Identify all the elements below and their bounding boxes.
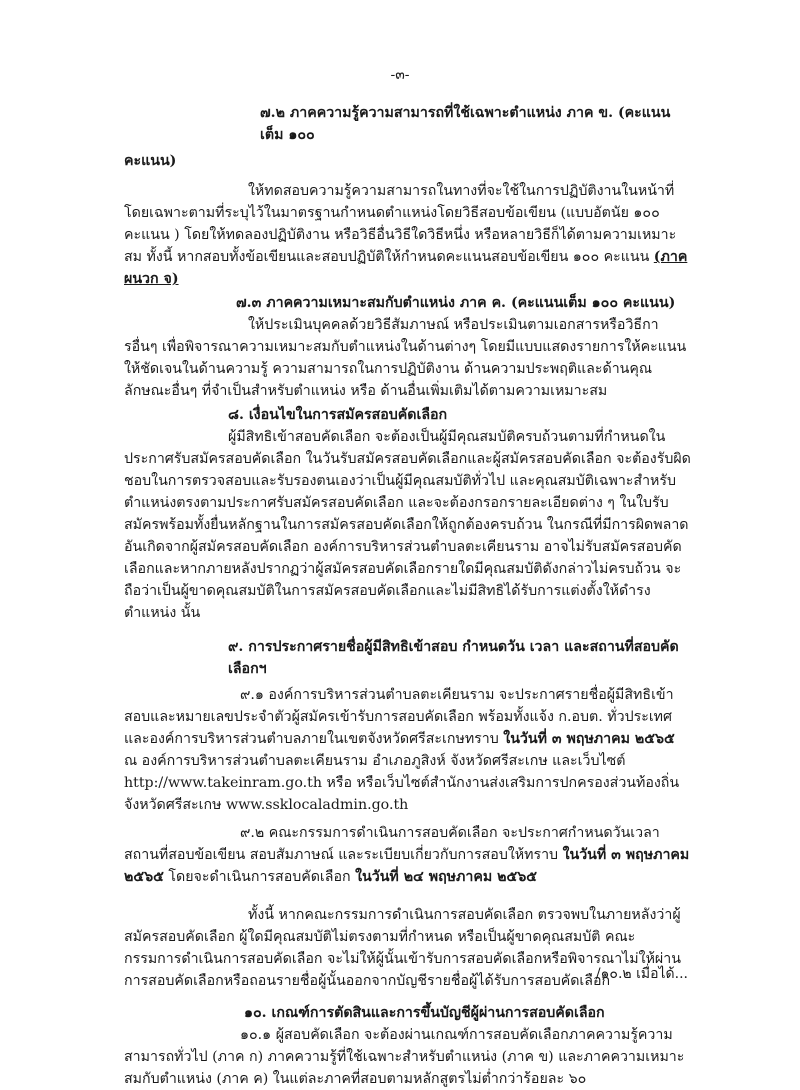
annex-reference: (ภาคผนวก จ) [124,249,688,287]
section-9-note: ทั้งนี้ หากคณะกรรมการดำเนินการสอบคัดเลือก ตรวจพบในภายหลังว่าผู้สมัครสอบคัดเลือก ผู้ใดมีคุณสมบัติไม่ตรงตามที่กำหนด หรือเป็นผู้ขาดคุณสมบัติ คณะกรรมการดำเนินการสอบคัดเลือก จะไม่ให้ผู้นั้นเข้ารับการสอบคัดเลือกหรือพิจารณาไม่ให้ผ่านการสอบคัดเลือกหรือถอนรายชื่อผู้นั้นออกจากบัญชีรายชื่อผู้ได้รับการสอบคัดเลือก [124,907,681,989]
section-9-2-body-cont: โดยจะดำเนินการสอบคัดเลือก [168,869,351,885]
continuation-note: /๑๐.๒ เมื่อได้... [595,966,688,982]
section-9-1-body-cont: ณ องค์การบริหารส่วนตำบลตะเคียนราม อำเภอภูสิงห์ จังหวัดศรีสะเกษ และเว็บไซต์ http://www.takeinram.go.th หรือ หรือเว็บไซต์สำนักงานส่งเสริมการปกครองส่วนท้องถิ่นจังหวัดศรีสะเกษ www.ssklocaladmin.go.th [124,753,680,813]
announcement-date: ในวันที่ ๓ พฤษภาคม ๒๕๖๕ [503,731,675,747]
section-9-heading: ๙. การประกาศรายชื่อผู้มีสิทธิเข้าสอบ กำหนดวัน เวลา และสถานที่สอบคัดเลือกฯ [228,639,679,677]
page-number: -๓- [390,67,410,83]
exam-date: ในวันที่ ๒๔ พฤษภาคม ๒๕๖๕ [355,869,537,885]
section-10-1-text: ๑๐.๑ ผู้สอบคัดเลือก จะต้องผ่านเกณฑ์การสอบคัดเลือกภาคความรู้ความสามารถทั่วไป (ภาค ก) ภาคความรู้ที่ใช้เฉพาะสำหรับตำแหน่ง (ภาค ข) และภาคความเหมาะสมกับตำแหน่ง (ภาค ค) ในแต่ละภาคที่สอบตามหลักสูตรไม่ต่ำกว่าร้อยละ ๖๐ [124,1027,685,1087]
section-9-2-body: ๙.๒ คณะกรรมการดำเนินการสอบคัดเลือก จะประกาศกำหนดวันเวลา สถานที่สอบข้อเขียน สอบสัมภาษณ์ และระเบียบเกี่ยวกับการสอบให้ทราบ [124,825,660,863]
section-9-1-body: ๙.๑ องค์การบริหารส่วนตำบลตะเคียนราม จะประกาศรายชื่อผู้มีสิทธิเข้าสอบและหมายเลขประจำตัวผู้สมัครเข้ารับการสอบคัดเลือก พร้อมทั้งแจ้ง ก.อบต. ทั่วประเทศ และองค์การบริหารส่วนตำบลภายในเขตจังหวัดศรีสะเกษทราบ [124,687,674,747]
section-7-2-heading-text: ๗.๒ ภาคความรู้ความสามารถที่ใช้เฉพาะตำแหน่ง ภาค ข. (คะแนนเต็ม ๑๐๐ [260,105,671,143]
section-9-2-text [124,822,692,888]
section-7-3-text: ให้ประเมินบุคคลด้วยวิธีสัมภาษณ์ หรือประเมินตามเอกสารหรือวิธีการอื่นๆ เพื่อพิจารณาความเหมาะสมกับตำแหน่งในด้านต่างๆ โดยมีแบบแสดงรายการให้คะแนนให้ชัดเจนในด้านความรู้ ความสามารถในการปฏิบัติงาน ด้านความประพฤติและด้านคุณลักษณะอื่นๆ ที่จำเป็นสำหรับตำแหน่ง หรือ ด้านอื่นเพิ่มเติมได้ตามความเหมาะสม [124,317,687,399]
section-7-2-heading [124,102,692,146]
section-10-heading: ๑๐. เกณฑ์การตัดสินและการขึ้นบัญชีผู้ผ่านการสอบคัดเลือก [244,1005,605,1021]
section-9-1-text [124,684,692,816]
section-8-heading: ๘. เงื่อนไขในการสมัครสอบคัดเลือก [228,407,448,423]
section-7-3-heading: ๗.๓ ภาคความเหมาะสมกับตำแหน่ง ภาค ค. (คะแนนเต็ม ๑๐๐ คะแนน) [236,295,676,311]
document-body [124,92,692,1090]
schedule-date: ในวันที่ ๓ พฤษภาคม ๒๕๖๕ [124,847,690,885]
section-8-text: ผู้มีสิทธิเข้าสอบคัดเลือก จะต้องเป็นผู้มีคุณสมบัติครบถ้วนตามที่กำหนดในประกาศรับสมัครสอบคัดเลือก ในวันรับสมัครสอบคัดเลือกและผู้สมัครสอบคัดเลือก จะต้องรับผิดชอบในการตรวจสอบและรับรองตนเองว่าเป็นผู้มีคุณสมบัติทั่วไป และคุณสมบัติเฉพาะสำหรับตำแหน่งตรงตามประกาศรับสมัครสอบคัดเลือก และจะต้องกรอกรายละเอียดต่าง ๆ ในใบรับสมัครพร้อมทั้งยื่นหลักฐานในการสมัครสอบคัดเลือกให้ถูกต้องครบถ้วน ในกรณีที่มีการผิดพลาดอันเกิดจากผู้สมัครสอบคัดเลือก องค์การบริหารส่วนตำบลตะเคียนราม อาจไม่รับสมัครสอบคัดเลือกและหากภายหลังปรากฏว่าผู้สมัครสอบคัดเลือกรายใดมีคุณสมบัติดังกล่าวไม่ครบถ้วน จะถือว่าเป็นผู้ขาดคุณสมบัติในการสมัครสอบคัดเลือกและไม่มีสิทธิได้รับการแต่งตั้งให้ดำรงตำแหน่ง นั้น [124,429,691,621]
section-7-2-body: ให้ทดสอบความรู้ความสามารถในทางที่จะใช้ในการปฏิบัติงานในหน้าที่โดยเฉพาะตามที่ระบุไว้ในมาตรฐานกำหนดตำแหน่งโดยวิธีสอบข้อเขียน (แบบอัตนัย ๑๐๐ คะแนน ) โดยให้ทดลองปฏิบัติงาน หรือวิธีอื่นวิธีใดวิธีหนึ่ง หรือหลายวิธีก็ได้ตามความเหมาะสม ทั้งนี้ หากสอบทั้งข้อเขียนและสอบปฏิบัติให้กำหนดคะแนนสอบข้อเขียน ๑๐๐ คะแนน [124,183,677,265]
section-7-2-text [124,180,692,290]
section-7-2-heading-cont: คะแนน) [124,153,177,169]
